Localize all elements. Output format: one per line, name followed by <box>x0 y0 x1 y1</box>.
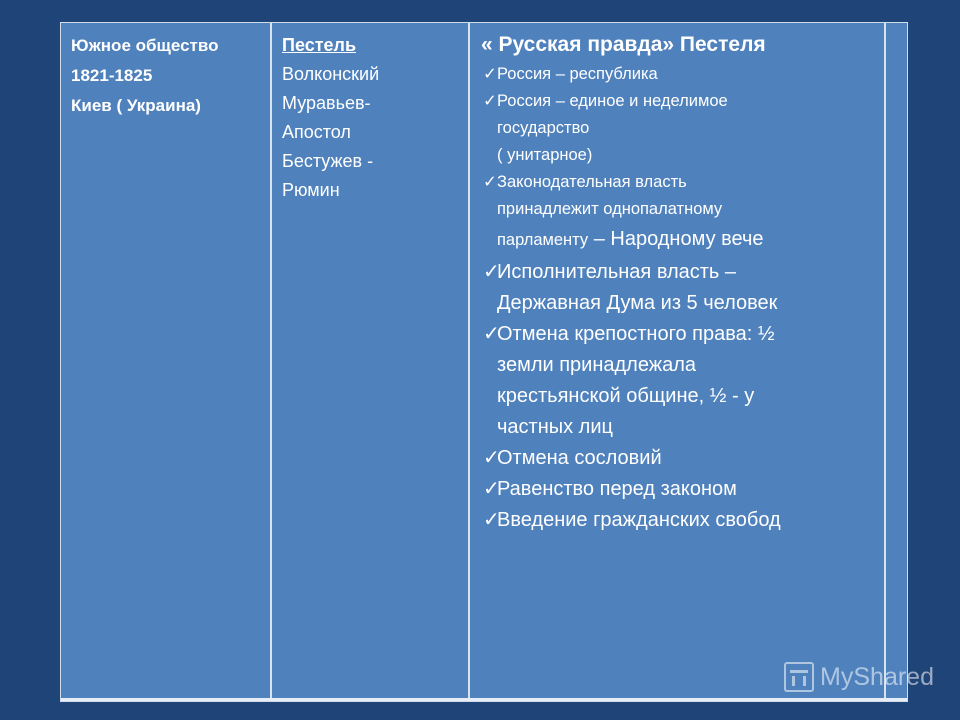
checkmark-icon: ✓ <box>483 92 497 110</box>
watermark-text: MyShared <box>820 662 934 691</box>
program-item: ✓ Россия – единое и неделимое государство ( унитарное) <box>481 88 881 169</box>
society-cell <box>71 31 266 121</box>
column-divider-2 <box>468 23 470 701</box>
member-line: Волконский <box>282 64 380 84</box>
checkmark-icon: ✓ <box>483 261 500 283</box>
checkmark-icon: ✓ <box>483 447 500 469</box>
program-item: ✓ Введение гражданских свобод <box>481 505 881 536</box>
program-item: ✓ Законодательная власть принадлежит однопалатному парламенту – Народному вече <box>481 169 881 257</box>
program-title: « Русская правда» Пестеля <box>481 33 766 56</box>
program-item: ✓ Отмена сословий <box>481 443 881 474</box>
member-line: Апостол <box>282 122 351 142</box>
program-item: ✓ Россия – республика <box>481 61 881 88</box>
table-bottom-border <box>61 698 907 701</box>
program-item: ✓ Равенство перед законом <box>481 474 881 505</box>
member-leader: Пестель <box>282 35 357 55</box>
checkmark-icon: ✓ <box>483 323 500 345</box>
myshared-logo-icon <box>784 662 814 692</box>
watermark <box>784 662 934 692</box>
checkmark-icon: ✓ <box>483 509 500 531</box>
member-line: Бестужев - <box>282 151 374 171</box>
program-item: ✓ Отмена крепостного права: ½ земли принадлежала крестьянской общине, ½ - у частных лиц <box>481 319 881 443</box>
program-cell <box>481 29 881 536</box>
checkmark-icon: ✓ <box>483 65 497 83</box>
checkmark-icon: ✓ <box>483 173 497 191</box>
members-cell <box>282 31 462 205</box>
column-divider-3 <box>884 23 886 701</box>
member-line: Муравьев- <box>282 93 371 113</box>
society-years: 1821-1825 <box>71 66 153 85</box>
checkmark-icon: ✓ <box>483 478 500 500</box>
program-item: ✓ Исполнительная власть – Державная Дума из 5 человек <box>481 257 881 319</box>
society-place: Киев ( Украина) <box>71 96 201 115</box>
column-divider-1 <box>270 23 272 701</box>
society-name: Южное общество <box>71 36 219 55</box>
history-table <box>60 22 908 702</box>
member-line: Рюмин <box>282 180 340 200</box>
